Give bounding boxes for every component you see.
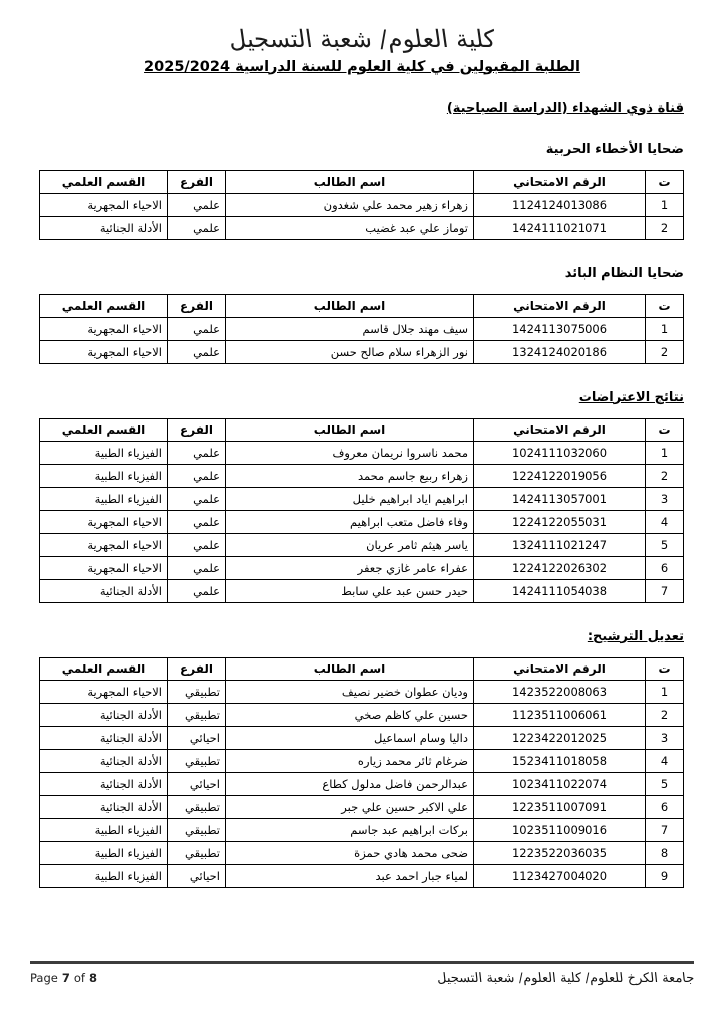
column-header: القسم العلمي [40, 170, 168, 193]
footer-page-current: 7 [61, 971, 70, 985]
cell-name: داليا وسام اسماعيل [226, 726, 474, 749]
cell-branch: علمي [168, 317, 226, 340]
table-header-row [40, 170, 684, 193]
cell-no: 1 [646, 317, 684, 340]
cell-name: محمد ناسروا نريمان معروف [226, 441, 474, 464]
section-heading: ضحايا الأخطاء الحربية [545, 141, 684, 157]
table-row [40, 795, 684, 818]
cell-branch: علمي [168, 216, 226, 239]
cell-name: علي الاكبر حسين علي جبر [226, 795, 474, 818]
cell-name: وفاء فاضل متعب ابراهيم [226, 510, 474, 533]
table-row [40, 441, 684, 464]
cell-name: نور الزهراء سلام صالح حسن [226, 340, 474, 363]
column-header: ت [646, 418, 684, 441]
cell-no: 8 [646, 841, 684, 864]
column-header: الفرع [168, 170, 226, 193]
cell-exam-no: 1223522036035 [474, 841, 646, 864]
cell-dept: الاحياء المجهرية [40, 193, 168, 216]
cell-name: حسين علي كاظم صخي [226, 703, 474, 726]
cell-dept: الأدلة الجنائية [40, 749, 168, 772]
table-header-row [40, 294, 684, 317]
cell-exam-no: 1023411022074 [474, 772, 646, 795]
cell-exam-no: 1123511006061 [474, 703, 646, 726]
footer-page-prefix: Page [30, 971, 58, 985]
cell-branch: تطبيقي [168, 749, 226, 772]
students-table [39, 657, 684, 888]
table-row [40, 510, 684, 533]
cell-branch: تطبيقي [168, 841, 226, 864]
section-heading: تعديل الترشيح: [587, 628, 684, 644]
footer-page-of: of [73, 971, 85, 985]
cell-no: 6 [646, 556, 684, 579]
column-header: ت [646, 657, 684, 680]
cell-no: 5 [646, 533, 684, 556]
cell-no: 1 [646, 680, 684, 703]
cell-dept: الفيزياء الطبية [40, 487, 168, 510]
cell-exam-no: 1024111032060 [474, 441, 646, 464]
cell-name: توماز علي عبد غضيب [226, 216, 474, 239]
cell-dept: الفيزياء الطبية [40, 464, 168, 487]
column-header: اسم الطالب [226, 418, 474, 441]
cell-name: ضرغام ثائر محمد زياره [226, 749, 474, 772]
cell-branch: علمي [168, 487, 226, 510]
cell-no: 9 [646, 864, 684, 887]
cell-no: 1 [646, 441, 684, 464]
cell-branch: علمي [168, 556, 226, 579]
column-header: اسم الطالب [226, 294, 474, 317]
column-header: الفرع [168, 418, 226, 441]
table-header-row [40, 418, 684, 441]
cell-dept: الفيزياء الطبية [40, 441, 168, 464]
cell-exam-no: 1124124013086 [474, 193, 646, 216]
cell-name: عبدالرحمن فاضل مدلول كطاع [226, 772, 474, 795]
section-heading: قناة ذوي الشهداء (الدراسة الصباحية) [446, 100, 684, 116]
column-header: الرقم الامتحاني [474, 170, 646, 193]
document-title: الطلبة المقبولين في كلية العلوم للسنة الدراسية 2025/2024 [144, 58, 580, 75]
cell-exam-no: 1224122019056 [474, 464, 646, 487]
table-row [40, 193, 684, 216]
cell-no: 7 [646, 818, 684, 841]
cell-exam-no: 1223422012025 [474, 726, 646, 749]
table-row [40, 216, 684, 239]
column-header: القسم العلمي [40, 418, 168, 441]
table-row [40, 680, 684, 703]
cell-dept: الفيزياء الطبية [40, 818, 168, 841]
section-heading: نتائج الاعتراضات [578, 389, 684, 405]
cell-exam-no: 1324124020186 [474, 340, 646, 363]
cell-no: 2 [646, 703, 684, 726]
table-row [40, 749, 684, 772]
cell-exam-no: 1423522008063 [474, 680, 646, 703]
footer-page-number [30, 971, 97, 985]
column-header: الفرع [168, 294, 226, 317]
cell-branch: احيائي [168, 772, 226, 795]
cell-no: 4 [646, 749, 684, 772]
cell-name: ضحى محمد هادي حمزة [226, 841, 474, 864]
table-row [40, 703, 684, 726]
table-header-row [40, 657, 684, 680]
cell-name: لمياء جبار احمد عبد [226, 864, 474, 887]
cell-no: 6 [646, 795, 684, 818]
cell-no: 1 [646, 193, 684, 216]
cell-dept: الفيزياء الطبية [40, 864, 168, 887]
cell-dept: الاحياء المجهرية [40, 533, 168, 556]
cell-branch: علمي [168, 193, 226, 216]
cell-no: 2 [646, 340, 684, 363]
column-header: القسم العلمي [40, 294, 168, 317]
table-row [40, 340, 684, 363]
cell-branch: تطبيقي [168, 680, 226, 703]
cell-exam-no: 1523411018058 [474, 749, 646, 772]
column-header: القسم العلمي [40, 657, 168, 680]
cell-no: 5 [646, 772, 684, 795]
cell-no: 7 [646, 579, 684, 602]
cell-name: ياسر هيثم ثامر عريان [226, 533, 474, 556]
table-row [40, 579, 684, 602]
cell-dept: الأدلة الجنائية [40, 772, 168, 795]
cell-branch: علمي [168, 510, 226, 533]
cell-branch: علمي [168, 340, 226, 363]
cell-name: زهراء ربيع جاسم محمد [226, 464, 474, 487]
footer-university-line: جامعة الكرخ للعلوم/ كلية العلوم/ شعبة التسجيل [435, 971, 695, 986]
cell-no: 3 [646, 487, 684, 510]
students-table [39, 170, 684, 240]
cell-dept: الأدلة الجنائية [40, 703, 168, 726]
column-header: اسم الطالب [226, 170, 474, 193]
cell-no: 3 [646, 726, 684, 749]
cell-dept: الاحياء المجهرية [40, 556, 168, 579]
cell-dept: الاحياء المجهرية [40, 340, 168, 363]
table-row [40, 864, 684, 887]
footer-page-total: 8 [88, 971, 97, 985]
cell-branch: تطبيقي [168, 818, 226, 841]
cell-no: 2 [646, 216, 684, 239]
cell-branch: احيائي [168, 726, 226, 749]
cell-exam-no: 1224122055031 [474, 510, 646, 533]
column-header: الفرع [168, 657, 226, 680]
college-calligraphy-header: كلية العلوم/ شعبة التسجيل [226, 25, 498, 53]
table-row [40, 841, 684, 864]
cell-branch: تطبيقي [168, 703, 226, 726]
cell-no: 2 [646, 464, 684, 487]
cell-dept: الاحياء المجهرية [40, 510, 168, 533]
cell-dept: الأدلة الجنائية [40, 216, 168, 239]
cell-dept: الفيزياء الطبية [40, 841, 168, 864]
cell-branch: علمي [168, 533, 226, 556]
table-row [40, 464, 684, 487]
cell-exam-no: 1424113057001 [474, 487, 646, 510]
table-row [40, 772, 684, 795]
cell-name: بركات ابراهيم عبد جاسم [226, 818, 474, 841]
column-header: الرقم الامتحاني [474, 418, 646, 441]
cell-name: ابراهيم اياد ابراهيم خليل [226, 487, 474, 510]
students-table [39, 294, 684, 364]
cell-dept: الأدلة الجنائية [40, 795, 168, 818]
column-header: الرقم الامتحاني [474, 657, 646, 680]
cell-name: زهراء زهير محمد علي شغدون [226, 193, 474, 216]
column-header: ت [646, 294, 684, 317]
cell-dept: الاحياء المجهرية [40, 317, 168, 340]
cell-exam-no: 1424113075006 [474, 317, 646, 340]
cell-dept: الاحياء المجهرية [40, 680, 168, 703]
cell-no: 4 [646, 510, 684, 533]
table-row [40, 533, 684, 556]
cell-branch: علمي [168, 464, 226, 487]
section-heading: ضحايا النظام البائد [564, 265, 684, 281]
cell-exam-no: 1324111021247 [474, 533, 646, 556]
table-row [40, 556, 684, 579]
cell-exam-no: 1023511009016 [474, 818, 646, 841]
table-row [40, 487, 684, 510]
cell-exam-no: 1424111021071 [474, 216, 646, 239]
table-row [40, 726, 684, 749]
cell-exam-no: 1223511007091 [474, 795, 646, 818]
cell-branch: احيائي [168, 864, 226, 887]
cell-exam-no: 1424111054038 [474, 579, 646, 602]
cell-branch: تطبيقي [168, 795, 226, 818]
cell-branch: علمي [168, 579, 226, 602]
cell-dept: الأدلة الجنائية [40, 579, 168, 602]
cell-name: سيف مهند جلال قاسم [226, 317, 474, 340]
cell-name: وديان عطوان خضير نصيف [226, 680, 474, 703]
cell-exam-no: 1123427004020 [474, 864, 646, 887]
page-footer [30, 961, 694, 986]
students-table [39, 418, 684, 603]
cell-exam-no: 1224122026302 [474, 556, 646, 579]
column-header: الرقم الامتحاني [474, 294, 646, 317]
table-row [40, 818, 684, 841]
column-header: ت [646, 170, 684, 193]
table-row [40, 317, 684, 340]
column-header: اسم الطالب [226, 657, 474, 680]
cell-name: عفراء عامر غازي جعفر [226, 556, 474, 579]
cell-branch: علمي [168, 441, 226, 464]
sections-container [40, 101, 684, 888]
cell-dept: الأدلة الجنائية [40, 726, 168, 749]
cell-name: حيدر حسن عبد علي سابط [226, 579, 474, 602]
